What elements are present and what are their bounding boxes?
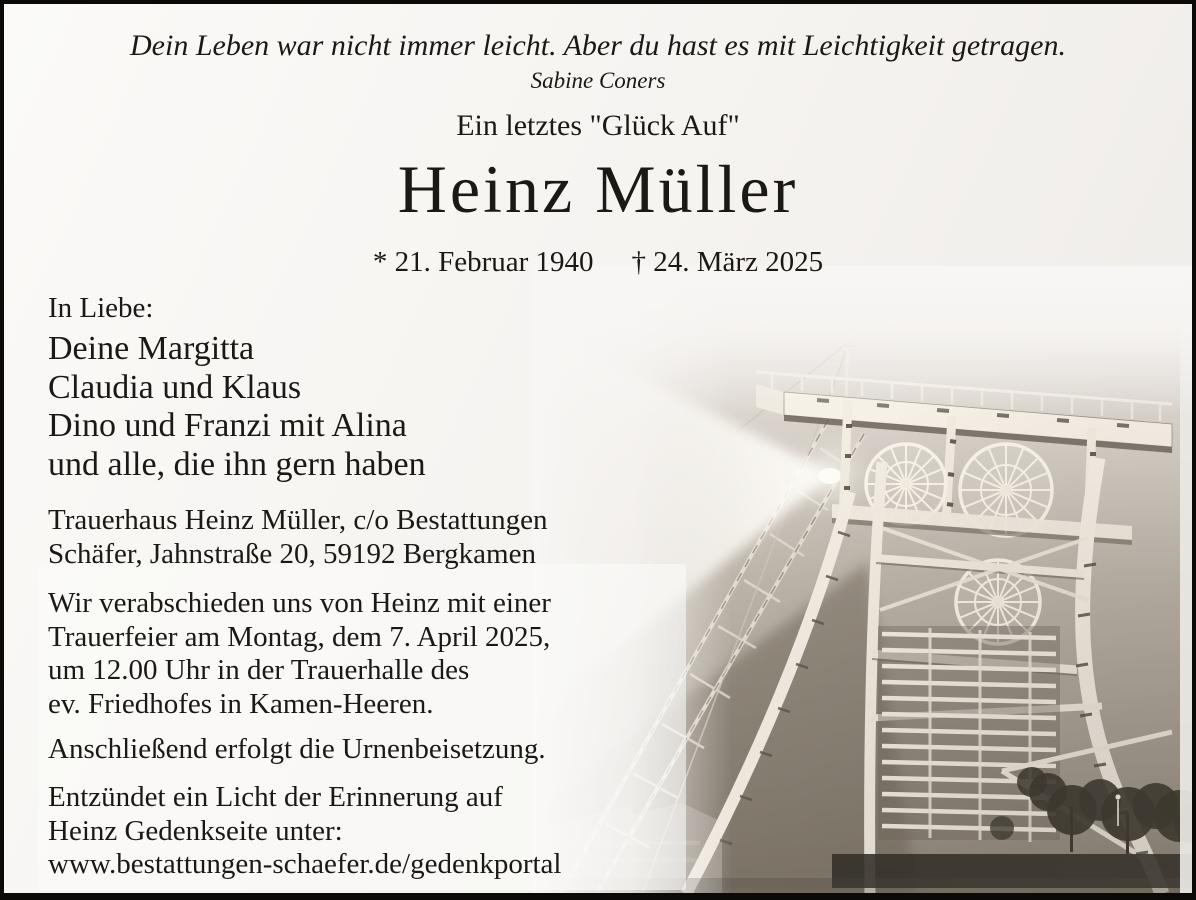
mourner-line: Claudia und Klaus [48, 368, 302, 406]
address-line: Trauerhaus Heinz Müller, c/o Bestattungen [48, 504, 548, 536]
memorial-note [48, 781, 561, 882]
quote-attribution: Sabine Coners [530, 68, 666, 93]
funeral-home-address [48, 504, 548, 571]
memorial-line: Entzündet ein Licht der Erinnerung auf [48, 781, 503, 813]
memorial-url: www.bestattungen-schaefer.de/gedenkportal [48, 848, 562, 880]
memorial-line: Heinz Gedenkseite unter: [48, 814, 343, 847]
mourners-intro: In Liebe: [48, 292, 154, 324]
service-info [48, 587, 551, 721]
death-date: † 24. März 2025 [631, 246, 824, 278]
mourners-list [48, 330, 426, 484]
service-line: Wir verabschieden uns von Heinz mit einer [48, 587, 551, 619]
burial-note: Anschließend erfolgt die Urnenbeisetzung. [48, 733, 546, 765]
deceased-name: Heinz Müller [397, 151, 799, 227]
service-line: um 12.00 Uhr in der Trauerhalle des [48, 654, 470, 686]
memorial-quote: Dein Leben war nicht immer leicht. Aber du hast es mit Leichtigkeit getragen. [130, 29, 1066, 62]
life-dates [4, 246, 1192, 279]
service-line: Trauerfeier am Montag, dem 7. April 2025, [48, 620, 551, 653]
birth-date: * 21. Februar 1940 [372, 246, 594, 278]
farewell-line: Ein letztes "Glück Auf" [456, 109, 740, 142]
service-line: ev. Friedhofes in Kamen-Heeren. [48, 687, 434, 720]
mourner-line: Deine Margitta [48, 330, 255, 367]
address-line: Schäfer, Jahnstraße 20, 59192 Bergkamen [48, 537, 536, 570]
mourner-line: Dino und Franzi mit Alina [48, 407, 407, 444]
mourner-line: und alle, die ihn gern haben [48, 445, 426, 483]
